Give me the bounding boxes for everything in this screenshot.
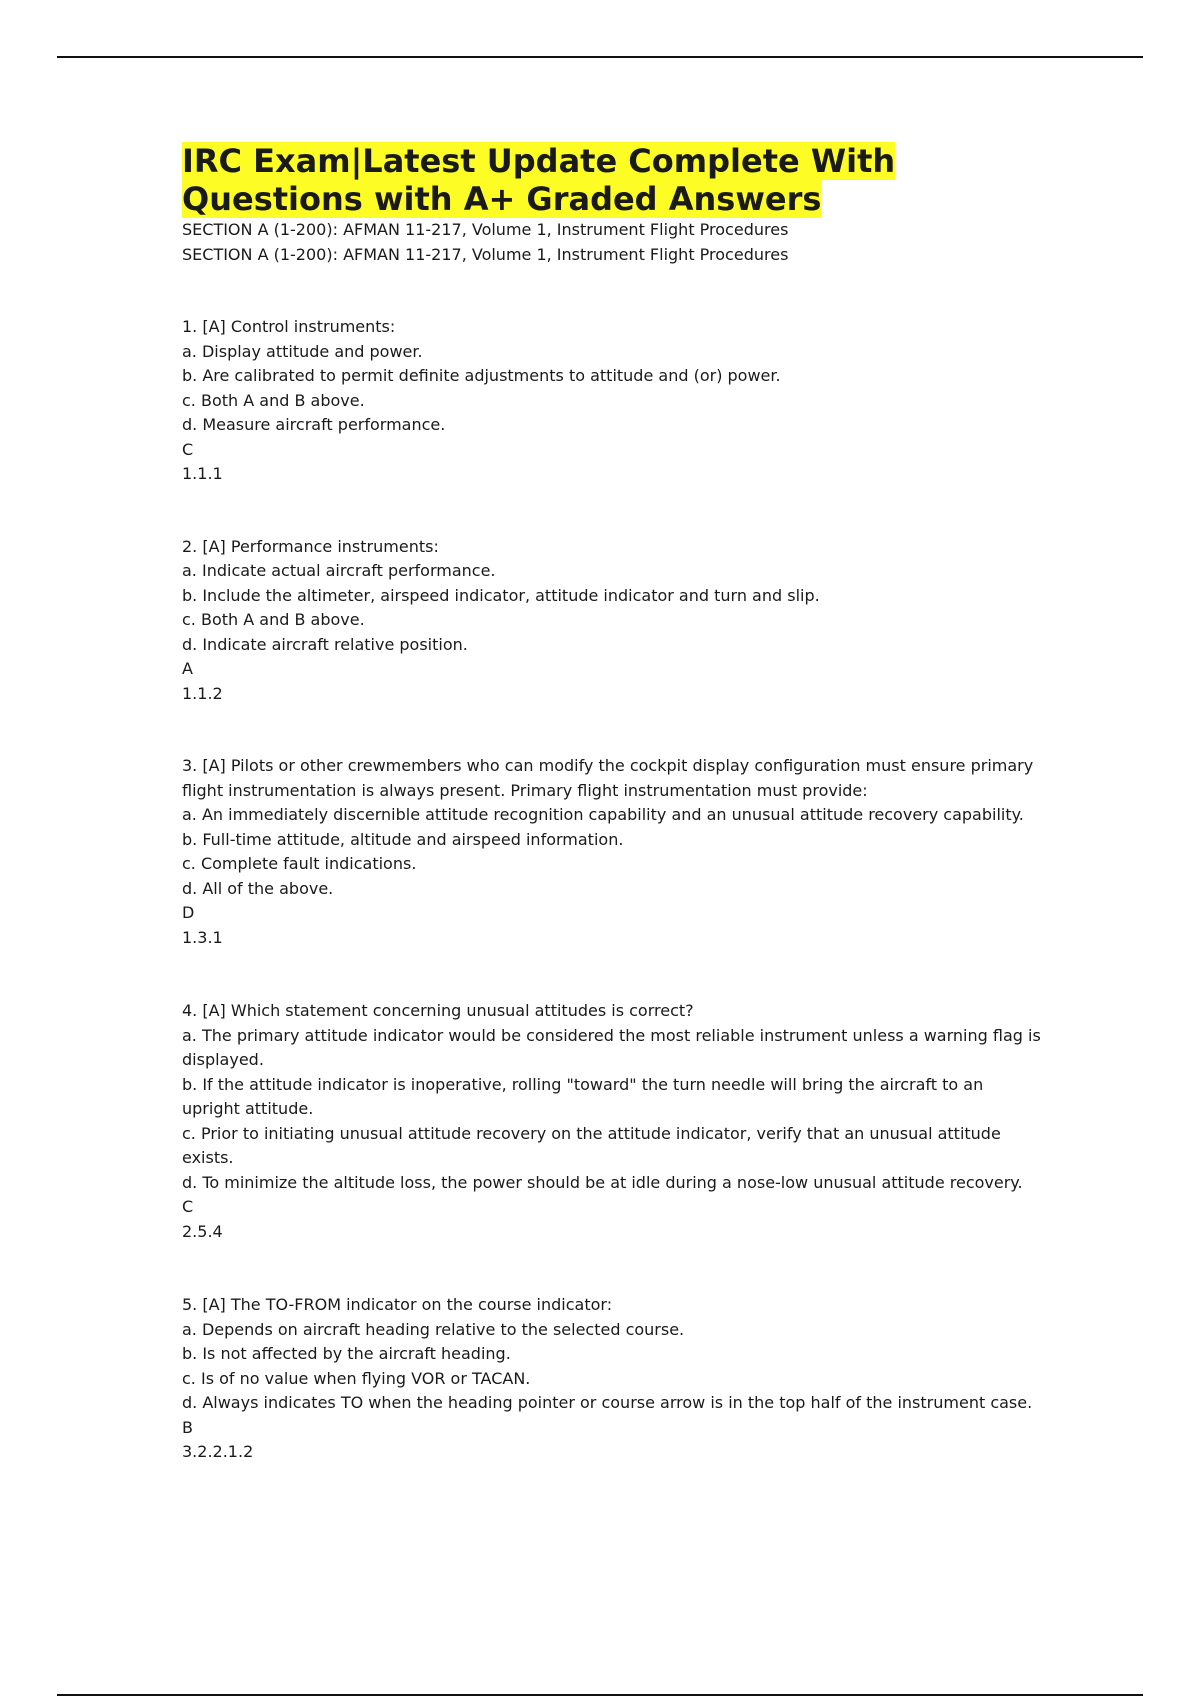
reference-number: 2.5.4 [182,1221,223,1241]
correct-answer: C [182,439,194,459]
correct-answer: C [182,1197,194,1216]
question-stem: 5. [A] The TO-FROM indicator on the course indicator: [182,1295,613,1314]
top-rule [57,56,1143,58]
section-heading: SECTION A (1-200): AFMAN 11-217, Volume 1, Instrument Flight Procedures [182,220,789,239]
correct-answer: D [182,903,195,922]
answer-option: d. All of the above. [182,878,334,898]
question-stem: 3. [A] Pilots or other crewmembers who can modify the cockpit display configuration must ensure primary flight instrumentation is always present. Primary flight instrumentation must provide: [182,756,1034,800]
answer-option: d. Measure aircraft performance. [182,415,446,434]
answer-option: a. Depends on aircraft heading relative to the selected course. [182,1319,685,1339]
question-item [182,1293,1042,1465]
answer-option: b. Is not affected by the aircraft heading. [182,1344,511,1363]
answer-option: d. Indicate aircraft relative position. [182,634,468,654]
answer-option: b. If the attitude indicator is inoperative, rolling "toward" the turn needle will bring the aircraft to an upright attitude. [182,1074,984,1118]
question-item [182,535,1042,707]
answer-option: d. Always indicates TO when the heading pointer or course arrow is in the top half of the instrument case. [182,1393,1033,1412]
answer-option: b. Full-time attitude, altitude and airspeed information. [182,829,624,849]
reference-number: 3.2.2.1.2 [182,1442,254,1461]
answer-option: d. To minimize the altitude loss, the power should be at idle during a nose-low unusual attitude recovery. [182,1172,1023,1192]
answer-option: a. The primary attitude indicator would be considered the most reliable instrument unless a warning flag is displayed. [182,1025,1041,1069]
answer-option: c. Is of no value when flying VOR or TACAN. [182,1368,531,1388]
document-title: IRC Exam|Latest Update Complete With Questions with A+ Graded Answers [182,142,896,218]
answer-option: b. Are calibrated to permit definite adjustments to attitude and (or) power. [182,366,781,385]
document-body [182,142,1042,1512]
correct-answer: B [182,1417,193,1437]
question-stem: 2. [A] Performance instruments: [182,536,439,556]
bottom-rule [57,1694,1143,1696]
question-stem: 4. [A] Which statement concerning unusual attitudes is correct? [182,1001,694,1020]
reference-number: 1.1.1 [182,464,223,483]
question-item [182,315,1042,487]
answer-option: c. Prior to initiating unusual attitude recovery on the attitude indicator, verify that an unusual attitude exists. [182,1123,1001,1167]
answer-option: a. Indicate actual aircraft performance. [182,561,496,580]
reference-number: 1.1.2 [182,683,223,703]
answer-option: a. An immediately discernible attitude recognition capability and an unusual attitude recovery capability. [182,805,1024,824]
reference-number: 1.3.1 [182,927,223,947]
section-heading: SECTION A (1-200): AFMAN 11-217, Volume 1, Instrument Flight Procedures [182,244,789,264]
question-item [182,999,1042,1244]
correct-answer: A [182,659,193,678]
answer-option: c. Both A and B above. [182,610,365,629]
question-stem: 1. [A] Control instruments: [182,317,396,336]
answer-option: c. Both A and B above. [182,390,365,410]
question-list [182,315,1042,1465]
question-item [182,754,1042,950]
answer-option: b. Include the altimeter, airspeed indicator, attitude indicator and turn and slip. [182,585,820,605]
answer-option: c. Complete fault indications. [182,854,417,873]
answer-option: a. Display attitude and power. [182,341,423,361]
